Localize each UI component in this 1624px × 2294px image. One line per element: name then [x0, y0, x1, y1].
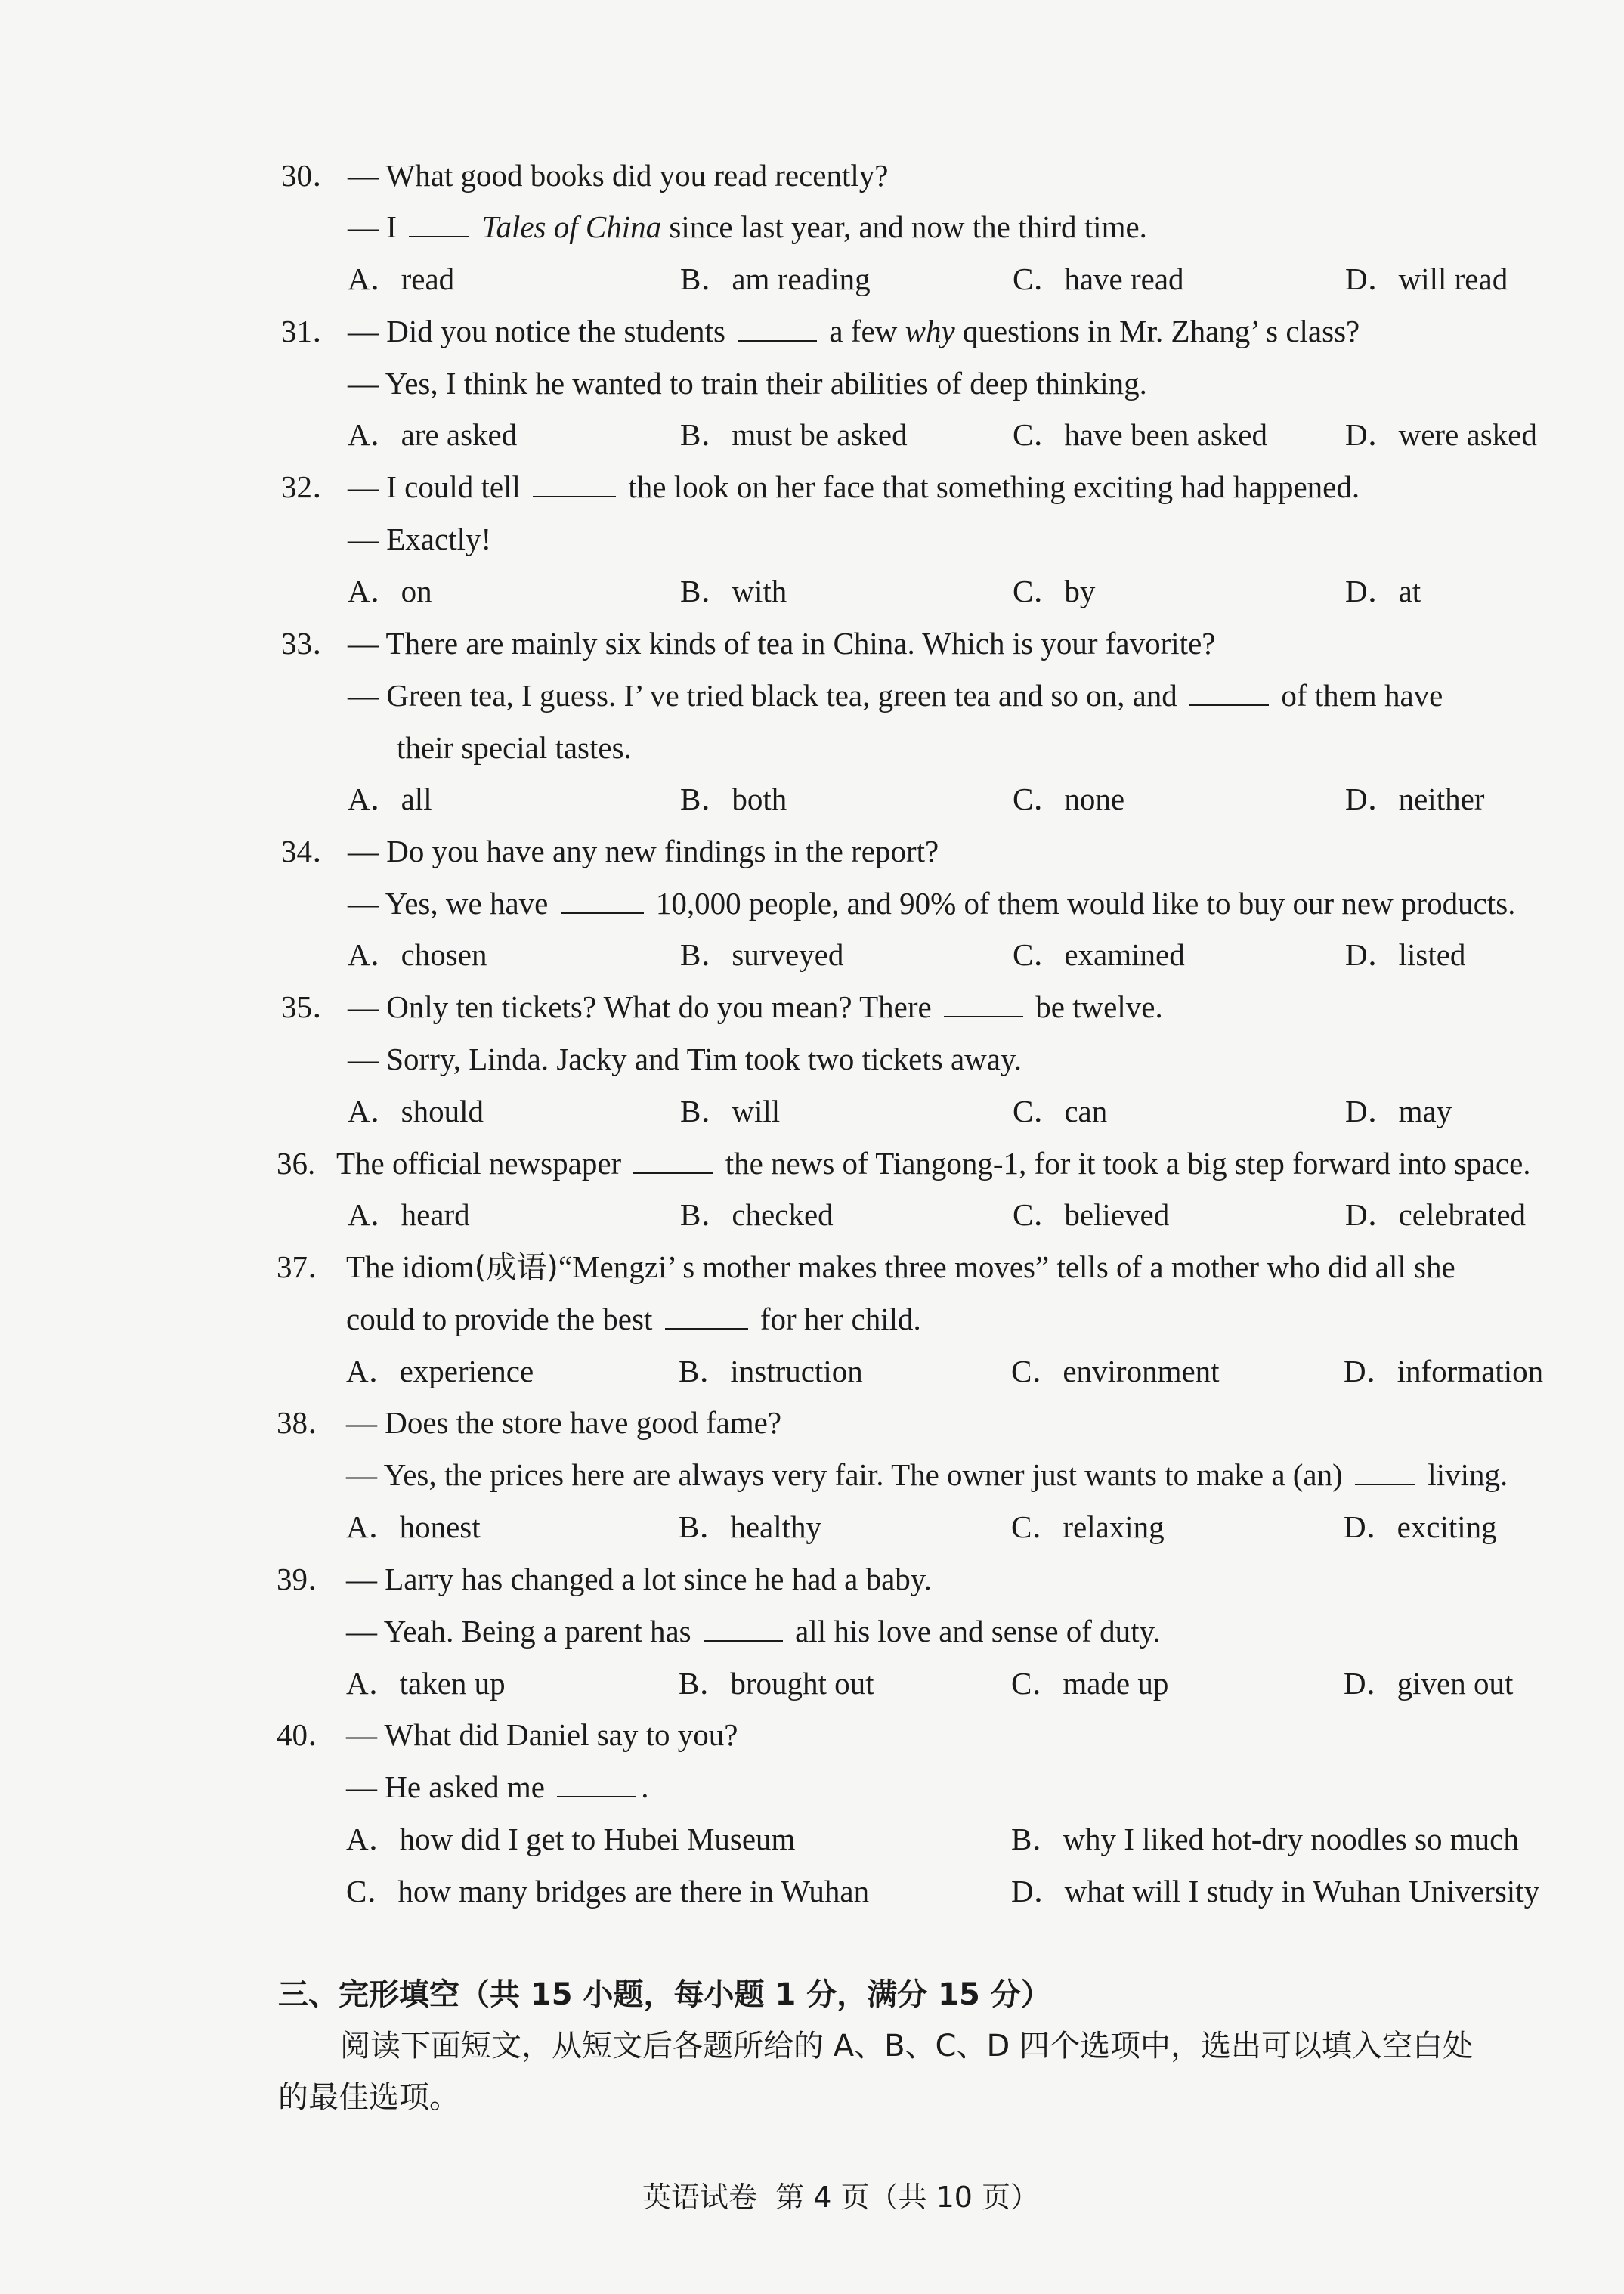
option-a: A．heard [348, 1197, 470, 1232]
option-b: B．healthy [679, 1509, 822, 1544]
answer-blank [1355, 1457, 1415, 1485]
question-number: 39． [277, 1562, 339, 1596]
question-number: 40． [277, 1717, 339, 1752]
page-footer: 英语试卷 第 4 页（共 10 页） [642, 2181, 1040, 2214]
option-b: B．checked [680, 1197, 834, 1232]
option-c: C．have been asked [1013, 417, 1267, 452]
question-line: — Sorry, Linda. Jacky and Tim took two tickets away. [348, 1042, 1022, 1076]
option-d: D．exciting [1344, 1509, 1497, 1544]
option-b: B．will [680, 1094, 781, 1128]
answer-blank [665, 1301, 748, 1330]
option-d: D．may [1345, 1094, 1452, 1128]
question-line: — Yes, I think he wanted to train their abilities of deep thinking. [348, 366, 1147, 401]
answer-blank [704, 1613, 783, 1642]
option-c: C．environment [1011, 1354, 1220, 1388]
section-title: 三、完形填空（共 15 小题，每小题 1 分，满分 15 分） [278, 1977, 1051, 2012]
option-a: A．on [348, 574, 432, 608]
option-b: B．why I liked hot-dry noodles so much [1011, 1822, 1519, 1856]
question-line: — Green tea, I guess. I’ ve tried black tea, green tea and so on, and of them have [348, 678, 1443, 713]
question-line: — Did you notice the students a few why questions in Mr. Zhang’ s class? [348, 314, 1360, 348]
question-number: 38． [277, 1405, 339, 1440]
option-b: B．brought out [679, 1666, 874, 1701]
option-d: D．celebrated [1345, 1197, 1527, 1232]
option-c: C．made up [1011, 1666, 1169, 1701]
option-b: B．instruction [679, 1354, 863, 1388]
question-number: 36. [277, 1146, 316, 1181]
section-instructions: 阅读下面短文，从短文后各题所给的 A、B、C、D 四个选项中，选出可以填入空白处 [340, 2029, 1473, 2063]
option-c: C．none [1013, 782, 1125, 816]
question-line: — What good books did you read recently? [348, 158, 889, 193]
question-number: 37． [277, 1249, 339, 1284]
option-a: A．taken up [346, 1666, 506, 1701]
answer-blank [633, 1145, 713, 1174]
question-line: — Only ten tickets? What do you mean? There be twelve. [348, 989, 1163, 1024]
question-line: The idiom(成语)“Mengzi’ s mother makes three moves” tells of a mother who did all she [346, 1249, 1455, 1285]
question-line: — There are mainly six kinds of tea in China. Which is your favorite? [348, 626, 1216, 661]
answer-blank [557, 1769, 636, 1797]
question-line: The official newspaper the news of Tiangong-1, for it took a big step forward into space. [336, 1146, 1531, 1181]
answer-blank [1189, 677, 1269, 706]
option-b: B．with [680, 574, 787, 608]
option-d: D．information [1344, 1354, 1544, 1388]
question-line: — Larry has changed a lot since he had a baby. [346, 1562, 932, 1596]
option-a: A．should [348, 1094, 484, 1128]
option-c: C．examined [1013, 937, 1185, 972]
option-a: A．read [348, 262, 455, 296]
question-line: — Yes, we have 10,000 people, and 90% of them would like to buy our new products. [348, 886, 1516, 921]
question-line: — Yeah. Being a parent has all his love and sense of duty. [346, 1614, 1161, 1649]
option-a: A．experience [346, 1354, 534, 1388]
question-number: 34． [281, 834, 343, 868]
question-number: 33． [281, 626, 343, 661]
answer-blank [561, 885, 644, 914]
option-a: A．are asked [348, 417, 518, 452]
option-b: B．am reading [680, 262, 871, 296]
option-a: A．chosen [348, 937, 487, 972]
option-d: D．at [1345, 574, 1421, 608]
option-a: A．all [348, 782, 432, 816]
question-line: could to provide the best for her child. [346, 1302, 921, 1336]
question-number: 32． [281, 469, 343, 504]
option-d: D．listed [1345, 937, 1466, 972]
question-line: — Do you have any new findings in the report? [348, 834, 939, 868]
option-c: C．by [1013, 574, 1096, 608]
question-line: — Does the store have good fame? [346, 1405, 782, 1440]
option-b: B．both [680, 782, 787, 816]
question-number: 30． [281, 158, 343, 193]
question-line: — Exactly! [348, 522, 492, 556]
answer-blank [533, 469, 616, 497]
question-line: — Yes, the prices here are always very fair. The owner just wants to make a (an) living. [346, 1457, 1508, 1492]
question-line: — I could tell the look on her face that something exciting had happened. [348, 469, 1360, 504]
option-d: D．neither [1345, 782, 1485, 816]
option-d: D．were asked [1345, 417, 1537, 452]
answer-blank [944, 989, 1023, 1017]
option-b: B．surveyed [680, 937, 844, 972]
option-c: C．have read [1013, 262, 1184, 296]
option-c: C．believed [1013, 1197, 1170, 1232]
question-line: — I Tales of China since last year, and now the third time. [348, 209, 1147, 244]
option-a: A．honest [346, 1509, 481, 1544]
question-line: — What did Daniel say to you? [346, 1717, 738, 1752]
option-d: D．given out [1344, 1666, 1514, 1701]
option-d: D．will read [1345, 262, 1508, 296]
option-d: D．what will I study in Wuhan University [1011, 1874, 1540, 1909]
question-number: 35． [281, 989, 343, 1024]
option-c: C．how many bridges are there in Wuhan [346, 1874, 870, 1909]
question-line: their special tastes. [397, 730, 632, 765]
section-instructions: 的最佳选项。 [278, 2080, 459, 2115]
question-line: — He asked me . [346, 1769, 649, 1804]
answer-blank [738, 313, 817, 342]
option-c: C．can [1013, 1094, 1108, 1128]
question-number: 31． [281, 314, 343, 348]
option-a: A．how did I get to Hubei Museum [346, 1822, 796, 1856]
answer-blank [409, 209, 469, 237]
option-b: B．must be asked [680, 417, 908, 452]
option-c: C．relaxing [1011, 1509, 1165, 1544]
